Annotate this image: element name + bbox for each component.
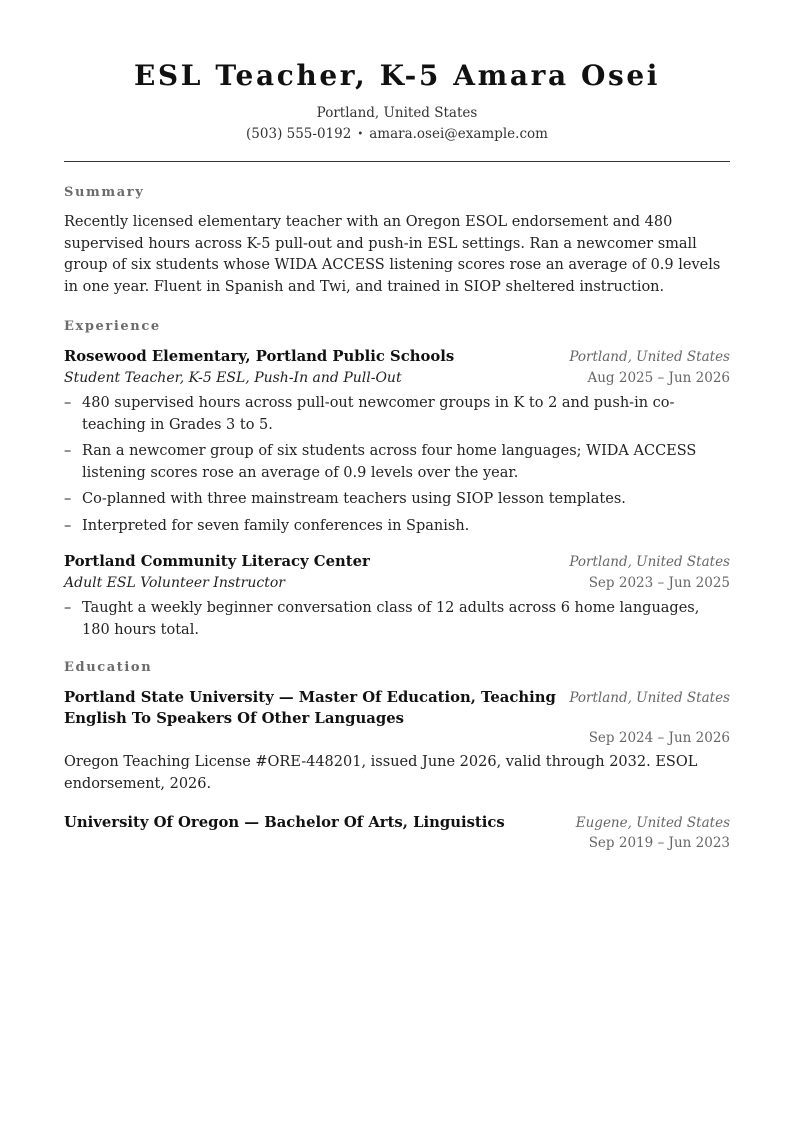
- education-heading: Education: [64, 659, 153, 675]
- job-dates: Sep 2023 – Jun 2025: [588, 575, 730, 592]
- experience-bullet: – 480 supervised hours across pull-out newcomer groups in K to 2 and push-in co-teaching in Grades 3 to 5.: [64, 393, 730, 436]
- education-entry: [64, 812, 730, 854]
- experience-bullet: – Taught a weekly beginner conversation class of 12 adults across 6 home languages, 180 hours total.: [64, 598, 730, 641]
- experience-entry-subheader: [64, 368, 730, 389]
- education-dates: Sep 2024 – Jun 2026: [588, 729, 730, 746]
- school-degree: Portland State University — Master Of Education, Teaching English To Speakers Of Other Languages: [64, 688, 556, 727]
- employer-name: Rosewood Elementary, Portland Public Schools: [64, 347, 455, 365]
- experience-bullet: – Interpreted for seven family conferences in Spanish.: [64, 516, 730, 538]
- education-entry: [64, 687, 730, 795]
- experience-entry-header: [64, 346, 730, 368]
- experience-entry-header: [64, 551, 730, 573]
- job-role: Adult ESL Volunteer Instructor: [64, 575, 285, 592]
- experience-bullet: – Ran a newcomer group of six students across four home languages; WIDA ACCESS listening scores rose an average of 0.9 levels over the year.: [64, 441, 730, 484]
- experience-bullets: [64, 598, 730, 641]
- summary-heading: Summary: [64, 185, 145, 200]
- education-entry-header: [64, 812, 730, 834]
- email-address: amara.osei@example.com: [369, 126, 548, 142]
- candidate-location: Portland, United States: [316, 105, 478, 121]
- contact-line: [64, 125, 730, 144]
- experience-heading: Experience: [64, 318, 161, 334]
- experience-bullets: [64, 393, 730, 538]
- job-dates: Aug 2025 – Jun 2026: [587, 369, 730, 386]
- employer-location: Portland, United States: [569, 554, 730, 571]
- job-role: Student Teacher, K-5 ESL, Push-In and Pull-Out: [64, 369, 402, 386]
- education-dates: Sep 2019 – Jun 2023: [588, 835, 730, 852]
- candidate-name: ESL Teacher, K-5 Amara Osei: [133, 59, 661, 92]
- experience-entry: [64, 346, 730, 538]
- education-entry-header: [64, 687, 730, 729]
- contact-separator: •: [357, 129, 364, 140]
- experience-entry-subheader: [64, 573, 730, 594]
- education-dates-row: [64, 833, 730, 854]
- header-divider: [64, 161, 730, 162]
- resume-header: [64, 0, 730, 144]
- summary-text: Recently licensed elementary teacher with an Oregon ESOL endorsement and 480 supervised hours across K-5 pull-out and push-in ESL settings. Ran a newcomer small group of six students whose WIDA ACCESS listening scores rose an average of 0.9 levels in one year. Fluent in Spanish and Twi, and trained in SIOP sheltered instruction.: [64, 214, 721, 296]
- school-location: Eugene, United States: [575, 815, 730, 832]
- education-dates-row: [64, 728, 730, 749]
- school-degree: University Of Oregon — Bachelor Of Arts, Linguistics: [64, 814, 505, 832]
- education-note: Oregon Teaching License #ORE-448201, issued June 2026, valid through 2032. ESOL endorsement, 2026.: [64, 753, 698, 792]
- employer-location: Portland, United States: [569, 348, 730, 365]
- phone-number: (503) 555-0192: [246, 126, 352, 142]
- experience-bullet: – Co-planned with three mainstream teachers using SIOP lesson templates.: [64, 489, 730, 511]
- school-location: Portland, United States: [569, 689, 730, 706]
- resume-page: [64, 0, 730, 854]
- employer-name: Portland Community Literacy Center: [64, 553, 370, 571]
- experience-entry: [64, 551, 730, 641]
